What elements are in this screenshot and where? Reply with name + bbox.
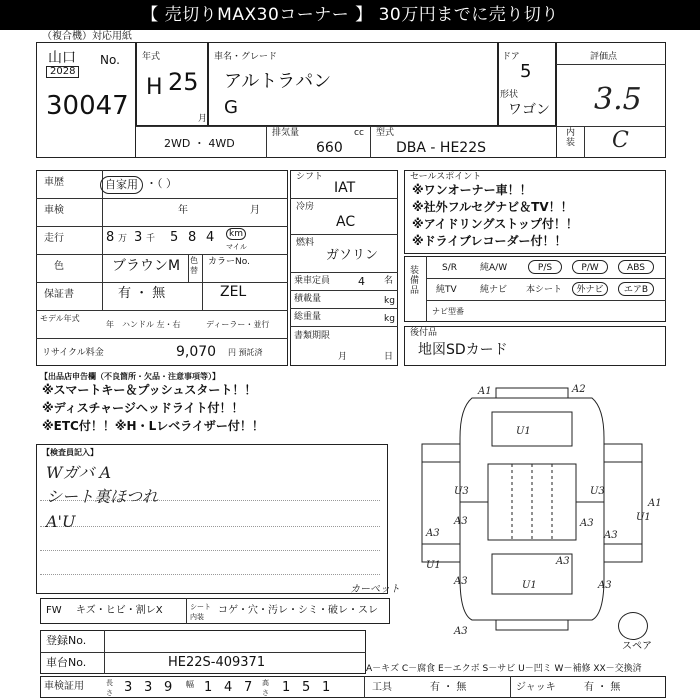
equip-aw: 純A/W xyxy=(480,263,508,273)
capacity-unit: 名 xyxy=(384,276,394,286)
tools-label: 工具 xyxy=(372,682,392,693)
mark-4: U3 xyxy=(590,486,605,497)
chassis-label: 車台No. xyxy=(46,656,87,669)
car-grade: G xyxy=(224,97,238,118)
disp-value: 660 xyxy=(316,140,343,156)
header-note: （複合機）対応用紙 xyxy=(42,31,132,42)
lot-number: 30047 xyxy=(46,91,129,121)
door-label: ドア xyxy=(502,52,520,62)
mark-16: A3 xyxy=(556,556,570,567)
lot-no-label: No. xyxy=(100,53,120,67)
docs-label: 書類期限 xyxy=(294,331,331,341)
inspector-line-2: シート裏ほつれ xyxy=(46,487,159,506)
length-label: 長さ xyxy=(106,679,113,697)
equip-navi: 純ナビ xyxy=(480,285,508,295)
ac-label: 冷房 xyxy=(296,202,315,212)
inspection-label: 車検 xyxy=(44,205,64,216)
height-3: 1 xyxy=(322,680,331,695)
capacity-value: 4 xyxy=(358,275,365,288)
docs-day: 日 xyxy=(384,352,394,362)
spare-label: スペア xyxy=(622,641,652,652)
mark-14: U1 xyxy=(522,580,537,591)
aftermarket-value: 地図SDカード xyxy=(418,342,508,358)
model-value: DBA - HE22S xyxy=(396,140,486,156)
jack-value: 有 ・ 無 xyxy=(584,682,621,693)
length-2: 3 xyxy=(144,680,153,695)
height-label: 高さ xyxy=(262,679,269,697)
mark-1: A2 xyxy=(572,384,586,395)
equip-airbag: エアB xyxy=(618,282,654,296)
color-no-label: カラーNo. xyxy=(208,257,250,267)
load-unit: kg xyxy=(384,296,395,306)
fw-label: FW xyxy=(46,605,62,616)
color-value: ブラウンM xyxy=(112,258,181,274)
car-label: 車名・グレード xyxy=(214,52,278,62)
warranty-label: 保証書 xyxy=(44,289,74,300)
equip-seat: 本シート xyxy=(526,285,563,295)
dealer: ディーラー・並行 xyxy=(206,320,270,329)
legend: A－キズ C－腐食 E－エクボ S－サビ U－凹ミ W－補修 XX－交換済 xyxy=(366,664,642,674)
year-num: 25 xyxy=(168,68,199,96)
lot-place: 山口 xyxy=(48,50,76,66)
load-label: 積載量 xyxy=(294,294,322,304)
carpet-label: カーペット xyxy=(350,584,400,595)
color-no: ZEL xyxy=(220,284,247,300)
fw-items: キズ・ヒビ・割レX xyxy=(76,605,163,616)
sales-item-4: ※ドライブレコーダー付！！ xyxy=(412,234,567,248)
interior-label: 内装 xyxy=(566,128,576,148)
interior-value: C xyxy=(612,128,629,153)
recycle-unit: 円 預託済 xyxy=(228,348,263,357)
mileage-label: 走行 xyxy=(44,233,64,244)
bottom-label: 車検証用 xyxy=(44,681,84,692)
fuel-label: 燃料 xyxy=(296,238,315,248)
year-era: H xyxy=(146,75,163,100)
sales-item-2: ※社外フルセグナビ＆TV！！ xyxy=(412,200,573,214)
car-diagram xyxy=(392,378,682,640)
aftermarket-label: 後付品 xyxy=(410,328,438,338)
lot-small: 2028 xyxy=(46,66,79,78)
gross-label: 総重量 xyxy=(294,312,322,322)
model-year-label: モデル年式 xyxy=(40,314,80,323)
note-1: ※スマートキー＆プッシュスタート！！ xyxy=(42,383,257,397)
docs-month: 月 xyxy=(338,352,348,362)
model-year-unit: 年 xyxy=(106,320,114,329)
mileage-d2: 8 xyxy=(188,230,197,245)
length-3: 9 xyxy=(164,680,173,695)
ac-value: AC xyxy=(336,214,356,230)
chassis-value: HE22S-409371 xyxy=(168,655,266,670)
car-name: アルトラパン xyxy=(224,71,332,92)
mark-10: A3 xyxy=(598,580,612,591)
mileage-d1: 5 xyxy=(170,230,179,245)
bottom-row xyxy=(40,676,666,698)
seat-items: コゲ・穴・汚レ・シミ・破レ・スレ xyxy=(218,605,378,616)
mileage-unit-mile: マイル xyxy=(226,243,247,251)
gross-unit: kg xyxy=(384,314,395,324)
inspector-line-3: A'U xyxy=(46,512,76,531)
mark-5: A3 xyxy=(454,516,468,527)
recycle-label: リサイクル料金 xyxy=(42,348,104,358)
mileage-d3: 4 xyxy=(206,230,215,245)
door-value: 5 xyxy=(520,61,532,82)
mileage-sen-unit: 千 xyxy=(146,234,156,244)
sales-item-3: ※アイドリングストップ付！！ xyxy=(412,217,578,231)
equip-abs: ABS xyxy=(618,260,654,274)
equip-ps: P/S xyxy=(528,260,562,274)
score-label: 評価点 xyxy=(590,52,618,62)
mileage-unit-km: km xyxy=(226,228,246,240)
color-change-label: 色替 xyxy=(190,256,198,275)
model-label: 型式 xyxy=(376,128,395,138)
height-1: 1 xyxy=(282,680,291,695)
notes-label: 【出品店申告欄（不良箇所・欠品・注意事項等）】 xyxy=(40,372,220,381)
width-1: 1 xyxy=(204,680,213,695)
equip-pw: P/W xyxy=(572,260,608,274)
shift-label: シフト xyxy=(296,172,324,182)
equip-label: 装備品 xyxy=(410,266,420,296)
color-label: 色 xyxy=(54,261,64,272)
registration-label: 登録No. xyxy=(46,634,87,647)
mileage-sen: 3 xyxy=(134,230,143,245)
spare-tire-icon xyxy=(618,612,648,640)
inspection-month: 月 xyxy=(250,205,260,216)
handle: ハンドル 左・右 xyxy=(122,320,181,329)
capacity-label: 乗車定員 xyxy=(294,276,331,286)
mark-9: A3 xyxy=(454,576,468,587)
fuel-value: ガソリン xyxy=(326,248,379,263)
note-3: ※ETC付！！※H・Lレベライザー付！！ xyxy=(42,419,264,433)
history-label: 車歴 xyxy=(44,177,64,188)
mark-11: A1 xyxy=(648,498,662,509)
sales-item-1: ※ワンオーナー車！！ xyxy=(412,183,532,197)
width-2: 4 xyxy=(224,680,233,695)
disp-unit: cc xyxy=(354,128,364,138)
mark-3: U3 xyxy=(454,486,469,497)
inspector-line-1: Wガバ A xyxy=(46,463,112,482)
mark-6: A3 xyxy=(580,518,594,529)
year-month: 月 xyxy=(198,114,208,124)
mark-13: U1 xyxy=(426,560,441,571)
equip-sr: S/R xyxy=(442,263,457,273)
inspection-year: 年 xyxy=(178,205,188,216)
jack-label: ジャッキ xyxy=(516,682,556,693)
seat-label: シート内装 xyxy=(190,603,211,621)
note-2: ※ディスチャージヘッドライト付！！ xyxy=(42,401,244,415)
mileage-man-unit: 万 xyxy=(118,234,128,244)
inspector-label: 【検査員記入】 xyxy=(42,448,98,457)
shape-label: 形状 xyxy=(500,90,519,100)
recycle-value: 9,070 xyxy=(176,344,217,360)
score-value: 3.5 xyxy=(594,82,642,117)
equip-ext-navi: 外ナビ xyxy=(572,282,608,296)
equip-tv: 純TV xyxy=(436,285,457,295)
width-label: 幅 xyxy=(186,680,194,689)
mark-7: A3 xyxy=(426,528,440,539)
height-2: 5 xyxy=(302,680,311,695)
shape-value: ワゴン xyxy=(508,102,550,118)
history-value: 自家用 xyxy=(100,176,143,194)
history-rest: ・（ ） xyxy=(146,177,177,190)
banner: 【 売切りMAX30コーナー 】 30万円までに売り切り xyxy=(0,0,700,30)
mark-2: U1 xyxy=(516,426,531,437)
mark-15: A3 xyxy=(454,626,468,637)
warranty-value: 有 ・ 無 xyxy=(118,286,166,301)
width-3: 7 xyxy=(244,680,253,695)
year-label: 年式 xyxy=(142,52,161,62)
mark-8: A3 xyxy=(604,530,618,541)
drive: 2WD ・ 4WD xyxy=(164,137,235,150)
tools-value: 有 ・ 無 xyxy=(430,682,467,693)
sales-label: セールスポイント xyxy=(410,172,482,182)
mileage-man: 8 xyxy=(106,230,115,245)
shift-value: IAT xyxy=(334,180,356,196)
mark-0: A1 xyxy=(478,386,492,397)
navi-model-label: ナビ型番 xyxy=(432,307,464,316)
mark-12: U1 xyxy=(636,512,651,523)
length-1: 3 xyxy=(124,680,133,695)
disp-label: 排気量 xyxy=(272,128,300,138)
